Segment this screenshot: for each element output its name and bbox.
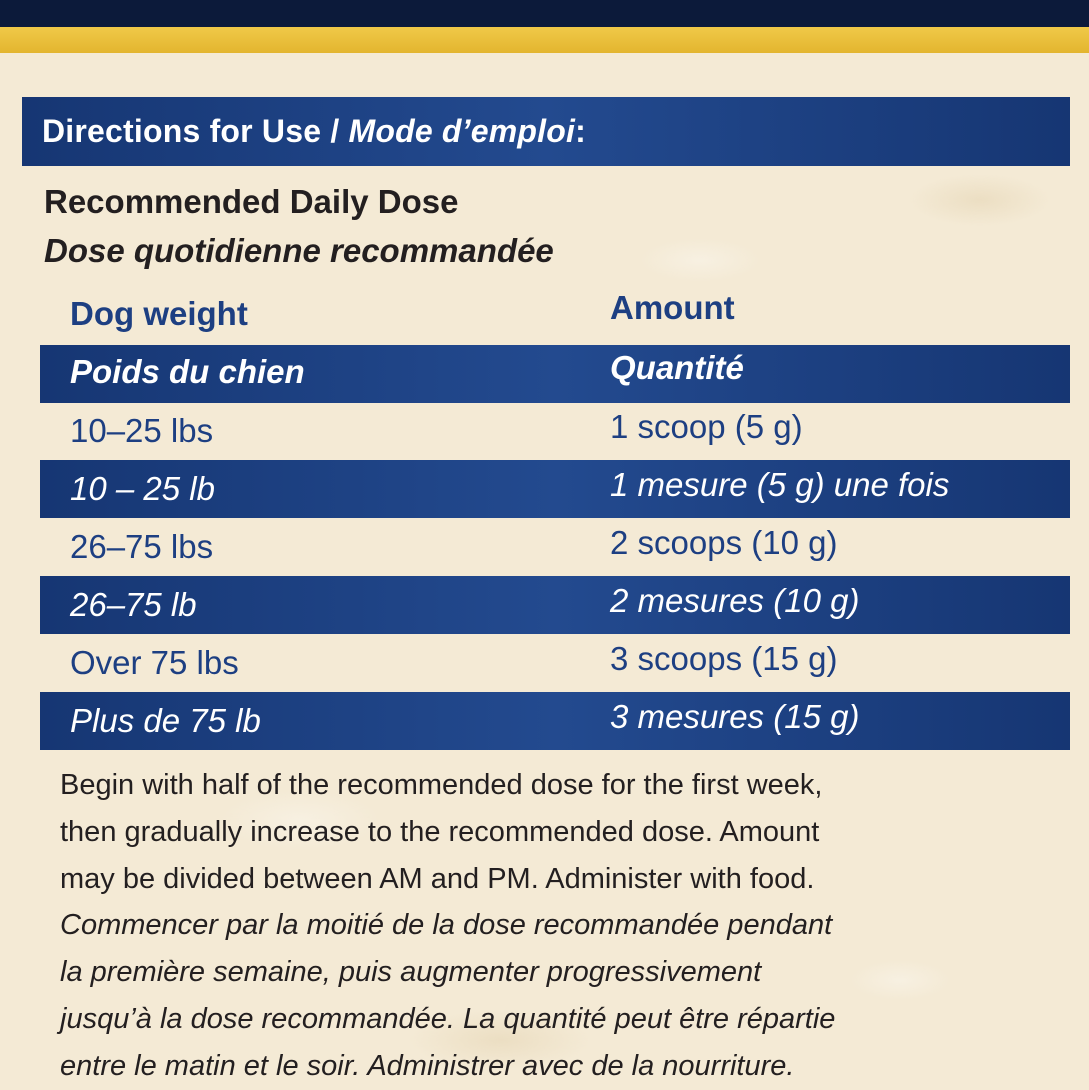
weight-cell: 26–75 lbs <box>70 528 214 565</box>
banner-title-suffix: : <box>575 113 586 149</box>
instruction-line: then gradually increase to the recommended dose. Amount <box>60 816 820 848</box>
header-poids: Poids du chien <box>70 353 305 390</box>
table-row <box>40 518 1070 576</box>
weight-cell: 26–75 lb <box>70 586 197 623</box>
table-row <box>40 460 1070 518</box>
weight-cell: Plus de 75 lb <box>70 702 261 739</box>
instructions-fr <box>60 902 1070 1090</box>
dose-heading-fr: Dose quotidienne recommandée <box>44 232 554 269</box>
weight-cell: Over 75 lbs <box>70 644 239 681</box>
amount-cell: 2 scoops (10 g) <box>610 524 838 561</box>
table-row <box>40 403 1070 461</box>
gold-stripe <box>0 27 1089 53</box>
amount-cell: 3 scoops (15 g) <box>610 640 838 677</box>
table-header-row-fr <box>40 345 1070 403</box>
instruction-line: jusqu’à la dose recommandée. La quantité peut être répartie <box>60 1003 836 1035</box>
weight-cell: 10–25 lbs <box>70 412 214 449</box>
instruction-line: may be divided between AM and PM. Administer with food. <box>60 863 815 895</box>
amount-cell: 1 mesure (5 g) une fois <box>610 466 950 503</box>
header-dog-weight: Dog weight <box>70 295 248 332</box>
instruction-line: la première semaine, puis augmenter progressivement <box>60 956 762 988</box>
instruction-line: Begin with half of the recommended dose for the first week, <box>60 769 823 801</box>
table-row <box>40 576 1070 634</box>
directions-banner <box>22 97 1070 166</box>
amount-cell: 1 scoop (5 g) <box>610 408 803 445</box>
instruction-line: Commencer par la moitié de la dose recommandée pendant <box>60 909 833 941</box>
amount-cell: 3 mesures (15 g) <box>610 698 860 735</box>
banner-title-fr: Mode d’emploi <box>348 113 576 149</box>
instruction-line: entre le matin et le soir. Administrer avec de la nourriture. <box>60 1050 795 1082</box>
instructions-en <box>60 762 1070 903</box>
top-navy-bar <box>0 0 1089 27</box>
banner-title-en: Directions for Use / <box>42 113 349 149</box>
table-row <box>40 634 1070 692</box>
header-quantite: Quantité <box>610 349 744 386</box>
header-amount: Amount <box>610 289 735 326</box>
dose-heading-en: Recommended Daily Dose <box>44 183 459 220</box>
table-row <box>40 692 1070 750</box>
table-header-row-en <box>40 287 1070 345</box>
weight-cell: 10 – 25 lb <box>70 470 215 507</box>
amount-cell: 2 mesures (10 g) <box>610 582 860 619</box>
